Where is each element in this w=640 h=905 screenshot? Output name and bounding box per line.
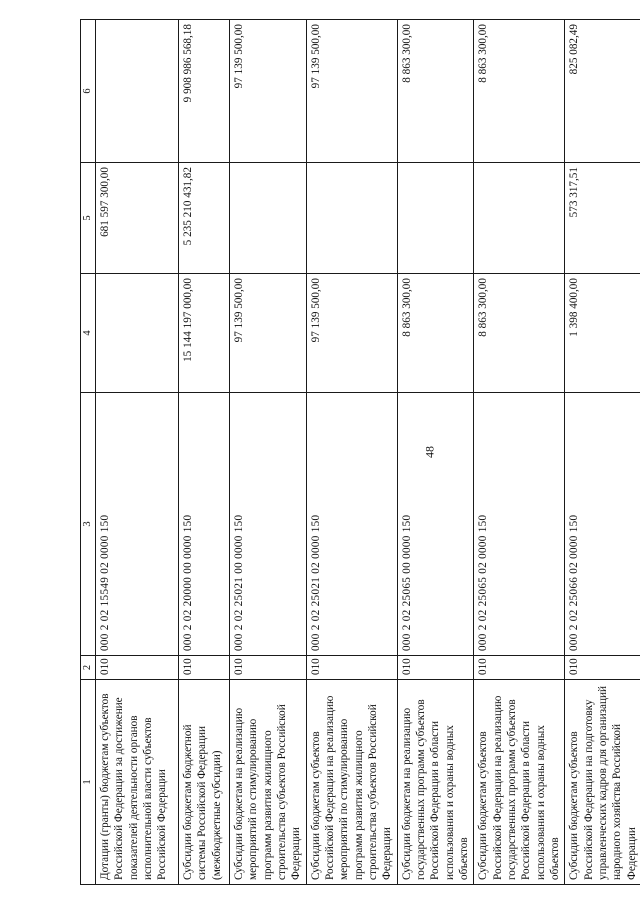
row-value-col5: 5 235 210 431,82 xyxy=(179,163,230,274)
row-value-col6: 8 863 300,00 xyxy=(474,20,565,163)
column-header: 5 xyxy=(81,163,96,274)
table-row xyxy=(474,20,565,885)
row-value-col4: 8 863 300,00 xyxy=(474,274,565,393)
row-value-col6: 97 139 500,00 xyxy=(306,20,397,163)
row-budget-classification-code: 000 2 02 20000 00 0000 150 xyxy=(179,393,230,656)
row-value-col6: 97 139 500,00 xyxy=(230,20,307,163)
table-row xyxy=(230,20,307,885)
row-value-col6 xyxy=(96,20,179,163)
row-description: Субсидии бюджетам на реализацию государственных программ субъектов Российской Федерации в области использования и охраны водных объектов xyxy=(397,680,474,885)
row-value-col5 xyxy=(397,163,474,274)
row-value-col5 xyxy=(230,163,307,274)
column-header: 3 xyxy=(81,393,96,656)
row-value-col4: 8 863 300,00 xyxy=(397,274,474,393)
row-code: 010 xyxy=(306,656,397,680)
table-row xyxy=(96,20,179,885)
row-code: 010 xyxy=(96,656,179,680)
row-budget-classification-code: 000 2 02 25021 00 0000 150 xyxy=(230,393,307,656)
table-row xyxy=(306,20,397,885)
row-code: 010 xyxy=(397,656,474,680)
table-row xyxy=(397,20,474,885)
column-header: 4 xyxy=(81,274,96,393)
row-value-col6: 9 908 986 568,18 xyxy=(179,20,230,163)
row-code: 010 xyxy=(565,656,640,680)
budget-table xyxy=(80,19,640,885)
row-budget-classification-code: 000 2 02 25065 02 0000 150 xyxy=(474,393,565,656)
row-description: Субсидии бюджетам бюджетной системы Российской Федерации (межбюджетные субсидии) xyxy=(179,680,230,885)
row-value-col5 xyxy=(306,163,397,274)
row-code: 010 xyxy=(474,656,565,680)
row-budget-classification-code: 000 2 02 25021 02 0000 150 xyxy=(306,393,397,656)
table-row xyxy=(565,20,640,885)
row-value-col4 xyxy=(96,274,179,393)
row-budget-classification-code: 000 2 02 25065 00 0000 150 xyxy=(397,393,474,656)
row-description: Субсидии бюджетам субъектов Российской Федерации на реализацию мероприятий по стимулированию программ развития жилищного строительства субъектов Российской Федерации xyxy=(306,680,397,885)
table-row xyxy=(179,20,230,885)
table-header-row xyxy=(81,20,96,885)
row-value-col5 xyxy=(474,163,565,274)
row-description: Субсидии бюджетам субъектов Российской Федерации на реализацию государственных программ субъектов Российской Федерации в области использования и охраны водных объектов xyxy=(474,680,565,885)
row-description: Субсидии бюджетам на реализацию мероприятий по стимулированию программ развития жилищного строительства субъектов Российской Федерации xyxy=(230,680,307,885)
row-value-col6: 8 863 300,00 xyxy=(397,20,474,163)
row-value-col5: 573 317,51 xyxy=(565,163,640,274)
row-code: 010 xyxy=(230,656,307,680)
row-value-col4: 97 139 500,00 xyxy=(306,274,397,393)
rotated-page-content xyxy=(80,20,638,885)
row-value-col4: 15 144 197 000,00 xyxy=(179,274,230,393)
row-budget-classification-code: 000 2 02 15549 02 0000 150 xyxy=(96,393,179,656)
column-header: 6 xyxy=(81,20,96,163)
column-header: 1 xyxy=(81,680,96,885)
row-description: Дотации (гранты) бюджетам субъектов Российской Федерации за достижение показателей деятельности органов исполнительной власти субъектов Российской Федерации xyxy=(96,680,179,885)
row-code: 010 xyxy=(179,656,230,680)
column-header: 2 xyxy=(81,656,96,680)
page-number: 48 xyxy=(422,446,437,458)
row-budget-classification-code: 000 2 02 25066 02 0000 150 xyxy=(565,393,640,656)
row-value-col4: 97 139 500,00 xyxy=(230,274,307,393)
row-description: Субсидии бюджетам субъектов Российской Федерации на подготовку управленческих кадров для организаций народного хозяйства Российской Федерации xyxy=(565,680,640,885)
row-value-col4: 1 398 400,00 xyxy=(565,274,640,393)
row-value-col5: 681 597 300,00 xyxy=(96,163,179,274)
row-value-col6: 825 082,49 xyxy=(565,20,640,163)
